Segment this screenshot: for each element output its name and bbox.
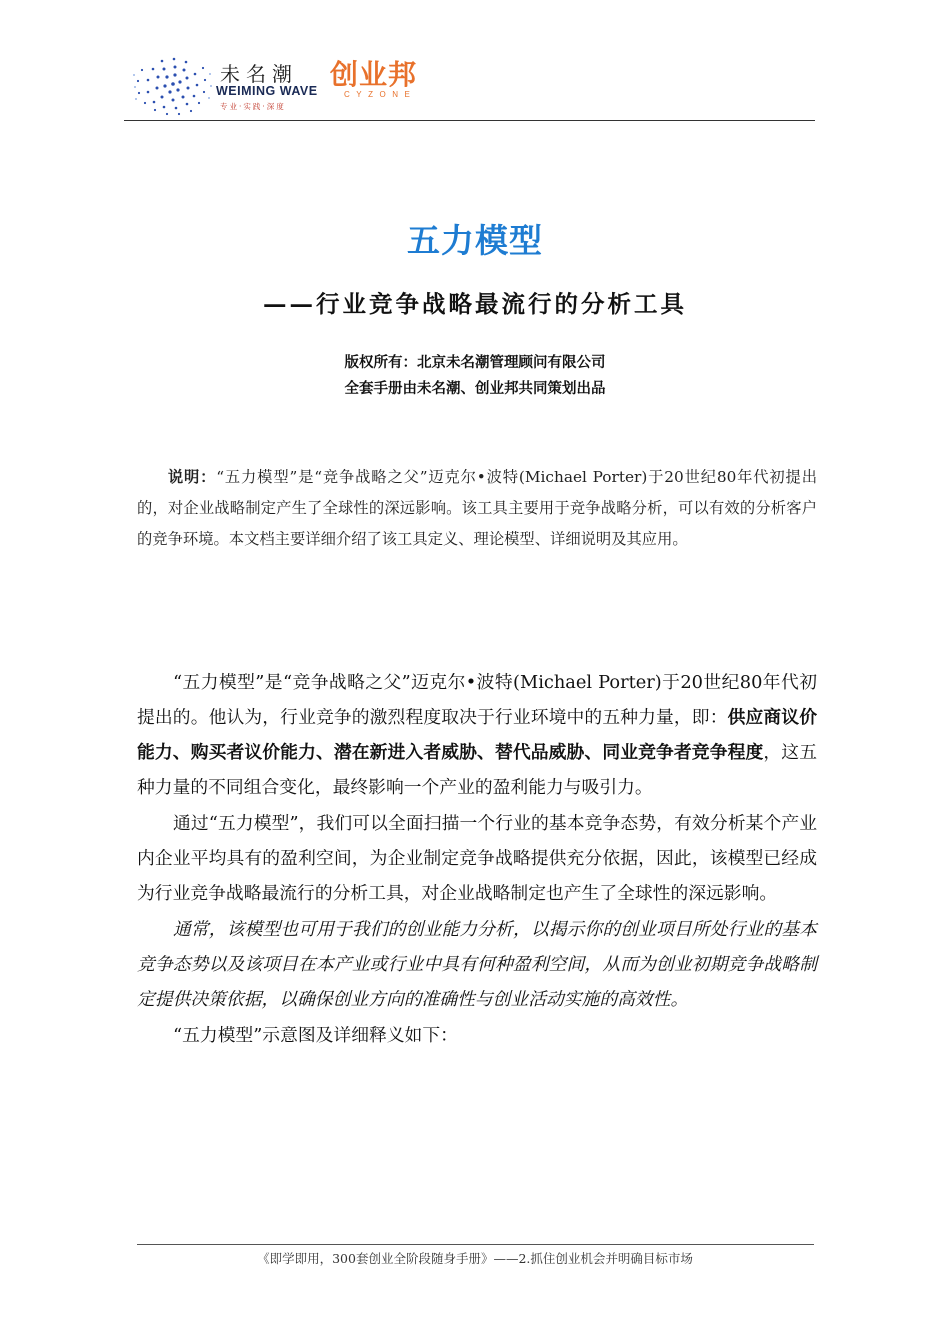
- cyzone-logo: [330, 60, 417, 99]
- brand-name-cn: 未名潮: [220, 62, 298, 86]
- footer-divider: [137, 1244, 814, 1245]
- paragraph-1-bold: 供应商议价能力、购买者议价能力、潜在新进入者威胁、替代品威胁、同业竞争者竞争程度: [137, 707, 817, 763]
- paragraph-2: 通过“五力模型”，我们可以全面扫描一个行业的基本竞争态势，有效分析某个产业内企业平均具有的盈利空间，为企业制定竞争战略提供充分依据，因此，该模型已经成为行业竞争战略最流行的分析工具，对企业战略制定也产生了全球性的深远影响。: [137, 813, 817, 904]
- paragraph-1-text-b: ，这五种力量的不同组合变化，最终影响一个产业的盈利能力与吸引力。: [137, 742, 817, 798]
- cyzone-logo-cn: 创业邦: [330, 58, 418, 91]
- document-title: 五力模型: [407, 221, 543, 260]
- copyright-line-2: 全套手册由未名潮、创业邦共同策划出品: [344, 381, 606, 397]
- brand-slogan: 专业·实践·深度: [220, 102, 286, 111]
- paragraph-1: [137, 665, 817, 805]
- paragraph-4: “五力模型”示意图及详细释义如下：: [173, 1025, 458, 1046]
- cyzone-logo-en: CYZONE: [344, 90, 417, 99]
- document-subtitle: ——行业竞争战略最流行的分析工具: [263, 290, 687, 318]
- paragraph-3: 通常，该模型也可用于我们的创业能力分析，以揭示你的创业项目所处行业的基本竞争态势以及该项目在本产业或行业中具有何种盈利空间，从而为创业初期竞争战略制定提供决策依据，以确保创业方向的准确性与创业活动实施的高效性。: [137, 919, 817, 1010]
- description-note: [137, 462, 817, 555]
- copyright-block: [0, 350, 950, 402]
- weiming-wave-logo-icon: [132, 52, 214, 116]
- copyright-line-1: 版权所有：北京未名潮管理顾问有限公司: [344, 355, 606, 371]
- page-header: [0, 0, 950, 122]
- page-footer: 《即学即用，300套创业全阶段随身手册》——2.抓住创业机会并明确目标市场: [257, 1251, 693, 1266]
- header-divider: [124, 120, 815, 121]
- note-text: “五力模型”是“竞争战略之父”迈克尔•波特(Michael Porter)于20世纪80年代初提出的，对企业战略制定产生了全球性的深远影响。该工具主要用于竞争战略分析，可以有效的分析客户的竞争环境。本文档主要详细介绍了该工具定义、理论模型、详细说明及其应用。: [137, 468, 817, 548]
- brand-name-en: WEIMING WAVE: [216, 84, 318, 98]
- body-text: [137, 665, 817, 1054]
- paragraph-1-text-a: “五力模型”是“竞争战略之父”迈克尔•波特(Michael Porter)于20世纪80年代初提出的。他认为，行业竞争的激烈程度取决于行业环境中的五种力量，即：: [137, 672, 817, 728]
- note-label: 说明：: [167, 468, 217, 486]
